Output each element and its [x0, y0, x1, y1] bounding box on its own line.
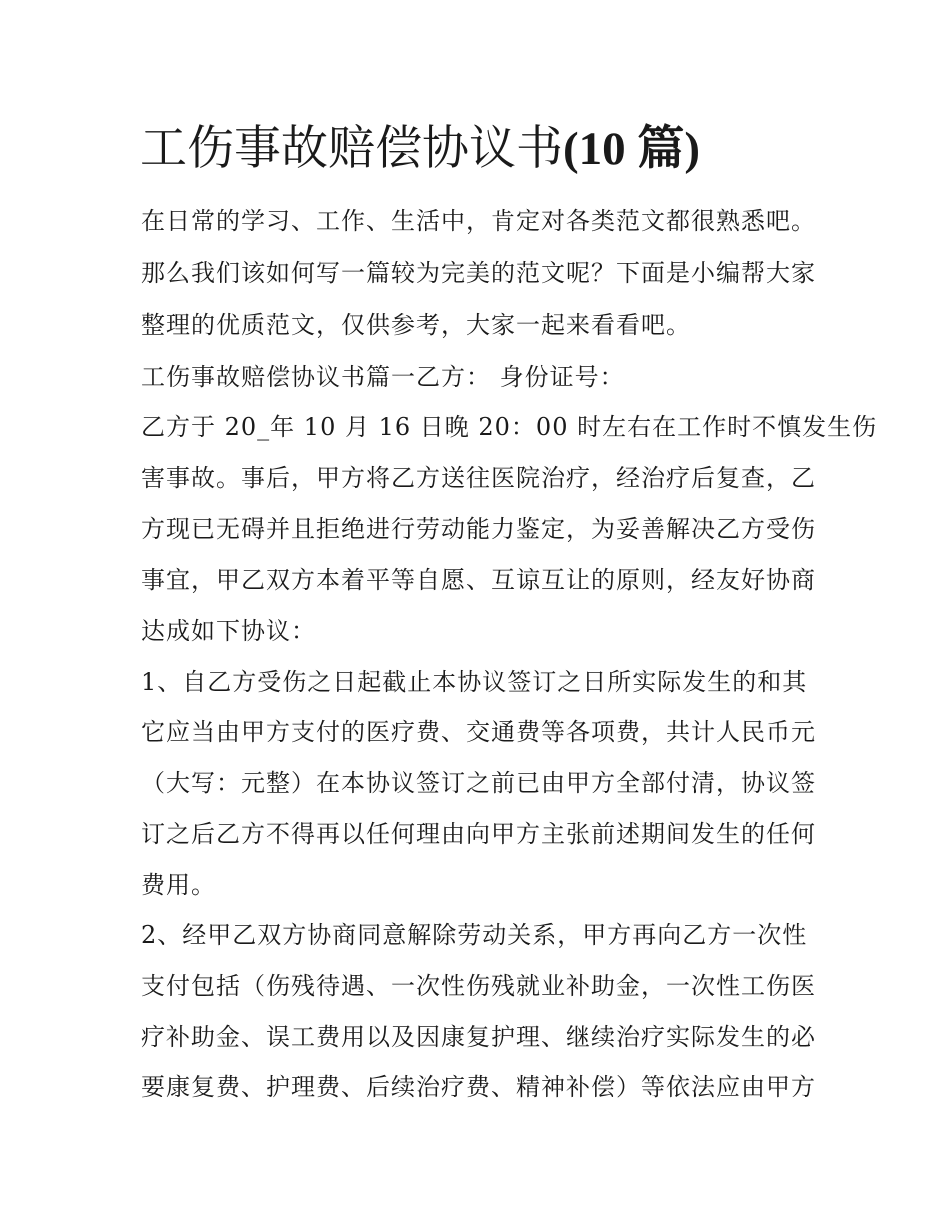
clause-1-line-1: 1、自乙方受伤之日起截止本协议签订之日所实际发生的和其 — [141, 668, 808, 696]
title-count: (10 篇) — [563, 123, 701, 175]
title-main: 工伤事故赔偿协议书 — [140, 121, 563, 176]
clause-2-line-4: 要康复费、护理费、后续治疗费、精神补偿）等依法应由甲方 — [141, 1073, 816, 1101]
document-title — [140, 118, 820, 180]
body-line-1: 乙方于 20_年 10 月 16 日晚 20：00 时左右在工作时不慎发生伤 — [141, 413, 878, 441]
clause-2-line-1: 2、经甲乙双方协商同意解除劳动关系，甲方再向乙方一次性 — [141, 921, 808, 949]
clause-1-line-3: （大写：元整）在本协议签订之前已由甲方全部付清，协议签 — [141, 769, 816, 797]
clause-1-line-4: 订之后乙方不得再以任何理由向甲方主张前述期间发生的任何 — [141, 820, 816, 848]
section-heading-line: 工伤事故赔偿协议书篇一乙方： 身份证号： — [141, 363, 625, 391]
intro-line-1: 在日常的学习、工作、生活中，肯定对各类范文都很熟悉吧。 — [141, 207, 816, 235]
body-line-4: 事宜，甲乙双方本着平等自愿、互谅互让的原则，经友好协商 — [141, 566, 816, 594]
clause-1-line-2: 它应当由甲方支付的医疗费、交通费等各项费，共计人民币元 — [141, 718, 816, 746]
intro-line-2: 那么我们该如何写一篇较为完美的范文呢？下面是小编帮大家 — [141, 259, 816, 287]
clause-2-line-2: 支付包括（伤残待遇、一次性伤残就业补助金，一次性工伤医 — [141, 972, 816, 1000]
clause-2-line-3: 疗补助金、误工费用以及因康复护理、继续治疗实际发生的必 — [141, 1023, 816, 1051]
clause-1-line-5: 费用。 — [141, 871, 216, 899]
body-line-3: 方现已无碍并且拒绝进行劳动能力鉴定，为妥善解决乙方受伤 — [141, 515, 816, 543]
body-line-2: 害事故。事后，甲方将乙方送往医院治疗，经治疗后复查，乙 — [141, 464, 816, 492]
body-line-5: 达成如下协议： — [141, 617, 316, 645]
intro-line-3: 整理的优质范文，仅供参考，大家一起来看看吧。 — [141, 311, 691, 339]
